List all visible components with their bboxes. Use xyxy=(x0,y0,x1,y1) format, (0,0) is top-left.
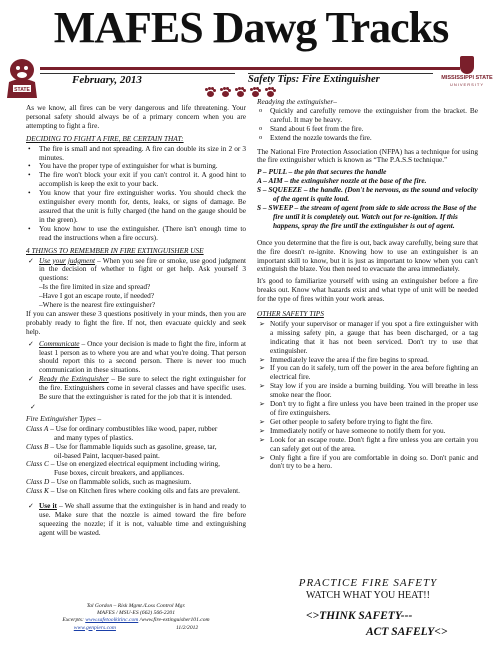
list-item: • The fire won't block your exit if you can't control it. A good hint to accomplish is keep the exit to your back. xyxy=(26,171,246,189)
think-safety-slogan: <>THINK SAFETY--- xyxy=(306,610,413,622)
shield-icon xyxy=(460,56,474,74)
act-safely-slogan: ACT SAFELY<> xyxy=(366,626,448,638)
watch-slogan: WATCH WHAT YOU HEAT!! xyxy=(306,590,430,601)
list-item: ➢ Look for an escape route. Don't fight a fire unless you are certain you can safely get out of the area. xyxy=(257,436,478,454)
left-column xyxy=(26,104,246,538)
list-item: • You know how to use the extinguisher. (There isn't enough time to read the instructions when a fire occurs). xyxy=(26,225,246,243)
list-item: ➢ Get other people to safety before trying to fight the fire. xyxy=(257,418,478,427)
use-it-list xyxy=(26,502,246,538)
footer-credits: Tal Gordon – Risk Mgmt./Loss Control Mgr. MAFES / MSU-ES (662) 566-2201 Excerpts: www.safetoolkitinc.com /www.fire-extinguisher101.com www.genpiers.com 11/2/2012 xyxy=(62,603,210,631)
list-item: ➢ Don't try to fight a fire unless you have been trained in the proper use of fire extinguishers. xyxy=(257,400,478,418)
list-item: ✓ Ready the Extinguisher – Be sure to select the right extinguisher for the fire. Extinguishers come in several classes and have specific uses. Be sure that the extinguisher is rated for the job that it is intended. xyxy=(26,375,246,402)
source-link[interactable]: www.genpiers.com xyxy=(73,624,116,631)
paw-icon xyxy=(235,87,246,98)
paw-icon xyxy=(205,87,216,98)
question-2: –Have I got an escape route, if needed? xyxy=(39,291,155,301)
list-item: • You have the proper type of extinguisher for what is burning. xyxy=(26,162,246,171)
title-underline xyxy=(40,67,460,70)
types-heading: Fire Extinguisher Types – xyxy=(26,413,102,423)
question-1: –Is the fire limited in size and spread? xyxy=(39,282,151,292)
list-item: ➢ Immediately notify or have someone to notify them for you. xyxy=(257,427,478,436)
familiar-paragraph: It's good to familiarize yourself with using an extinguisher before a fire breaks out. Know what hazards exist and what type of unit will be needed for the type of fires within your work areas. xyxy=(257,276,478,304)
issue-date: February, 2013 xyxy=(72,74,142,86)
once-paragraph: Once you determine that the fire is out, back away carefully, being sure that the fire doesn't re-ignite. Knowing how to use an extinguisher is an important skill to know, but it is just as important to know when you can't extinguish the blaze. You then need to evacuate the area immediately. xyxy=(257,237,478,274)
questions-followup: If you can answer these 3 questions positively in your minds, then you are probably ready to fight the fire. If not, then evacuate quickly and seek help. xyxy=(26,308,246,336)
readying-list xyxy=(257,107,478,143)
msu-shield-logo: MISSISSIPPI STATE UNIVERSITY xyxy=(432,56,502,102)
list-item: • The fire is small and not spreading. A fire can double its size in 2 or 3 minutes. xyxy=(26,145,246,163)
class-a: Class A – Use for ordinary combustibles like wood, paper, rubber and many types of plastics. xyxy=(26,423,218,442)
pass-aim: A – AIM – the extinguisher nozzle at the base of the fire. xyxy=(257,176,427,186)
intro-paragraph: As we know, all fires can be very dangerous and life threatening. Your personal safety should always be of a primary concern when you are attempting to fight a fire. xyxy=(26,103,246,130)
class-c: Class C – Use on energized electrical equipment including wiring, Fuse boxes, circuit breakers, and appliances. xyxy=(26,459,221,478)
pass-pull: P – PULL – the pin that secures the handle xyxy=(257,167,387,177)
class-b: Class B – Use for flammable liquids such as gasoline, grease, tar, oil-based Paint, lacquer-based paint. xyxy=(26,441,217,460)
list-item: o Extend the nozzle towards the fire. xyxy=(257,134,478,143)
bulldog-mascot-logo xyxy=(3,54,41,100)
class-k: Class K – Use on Kitchen fires where cooking oils and fats are prevalent. xyxy=(26,486,240,496)
four-things-list xyxy=(26,257,246,284)
list-item: ➢ Stay low if you are inside a burning building. You will breathe in less smoke near the floor. xyxy=(257,382,478,400)
other-tips-list xyxy=(257,320,478,471)
other-tips-heading: OTHER SAFETY TIPS xyxy=(257,309,324,319)
question-3: –Where is the nearest fire extinguisher? xyxy=(39,300,156,310)
list-item: ➢ If you can do it safely, turn off the power in the area before fighting an electrical fire. xyxy=(257,364,478,382)
four-things-heading: 4 THINGS TO REMEMBER IN FIRE EXTINGUISHER USE xyxy=(26,245,204,255)
list-item: ✓ Communicate – Once your decision is made to fight the fire, inform at least 1 person as to where you are and what you're doing. That person should report this to a second person. There is never too much communication in these situations. xyxy=(26,340,246,376)
pass-squeeze: S – SQUEEZE – the handle. (Don't be nervous, as the sound and velocity of the agent is quite loud. xyxy=(257,185,478,204)
check-icon: ✓ xyxy=(30,403,36,411)
list-item: ➢ Only fight a fire if you are comfortable in doing so. Don't panic and don't try to be a hero. xyxy=(257,454,478,472)
deciding-heading: DECIDING TO FIGHT A FIRE, BE CERTAIN THAT: xyxy=(26,133,184,143)
svg-text:STATE: STATE xyxy=(14,87,30,93)
list-item: ➢ Notify your supervisor or manager if you spot a fire extinguisher with a missing safety pin, a gauge that has been discharged, or a tag indicating that it has not been serviced. Don't try to use that extinguisher. xyxy=(257,320,478,356)
newsletter-title: MAFES Dawg Tracks xyxy=(53,3,449,52)
list-item: ➢ Immediately leave the area if the fire begins to spread. xyxy=(257,356,478,365)
section-title: Safety Tips: Fire Extinguisher xyxy=(248,74,380,85)
class-d: Class D – Use on flammable solids, such as magnesium. xyxy=(26,477,192,487)
list-item: ✓ Use your judgment – When you see fire or smoke, use good judgment in the decision of whether to fight or get help. Ask yourself 3 questions: xyxy=(26,257,246,284)
list-item: o Stand about 6 feet from the fire. xyxy=(257,125,478,134)
list-item: • You know that your fire extinguisher works. You should check the extinguisher every month for, dents, leaks, or signs of damage. Be assured that the unit is fully charged (the hand on the gauge should be in the green). xyxy=(26,189,246,225)
nfpa-paragraph: The National Fire Protection Association (NFPA) has a technique for using the fire extinguisher which is known as “The P.A.S.S technique.” xyxy=(257,146,478,165)
source-link[interactable]: www.safetoolkitinc.com xyxy=(85,617,139,624)
pass-sweep: S – SWEEP – the stream of agent from side to side across the Base of the fire until it is completely out. Watch out for re-ignition. If this happens, spray the fire until the extinguisher is out of agent. xyxy=(257,202,477,230)
list-item: o Quickly and carefully remove the extinguisher from the bracket. Be careful. It may be heavy. xyxy=(257,107,478,125)
paw-icon xyxy=(220,87,231,98)
practice-slogan: PRACTICE FIRE SAFETY xyxy=(298,577,438,589)
readying-heading: Readying the extinguisher– xyxy=(257,97,337,106)
four-things-list-cont xyxy=(26,340,246,402)
deciding-list xyxy=(26,145,246,243)
right-column xyxy=(257,98,478,471)
list-item: ✓ Use it – We shall assume that the extinguisher is in hand and ready to use. Make sure that the nozzle is aimed toward the fire before squeezing the nozzle; if it is not, valuable time and extinguishing agent will be wasted. xyxy=(26,502,246,538)
